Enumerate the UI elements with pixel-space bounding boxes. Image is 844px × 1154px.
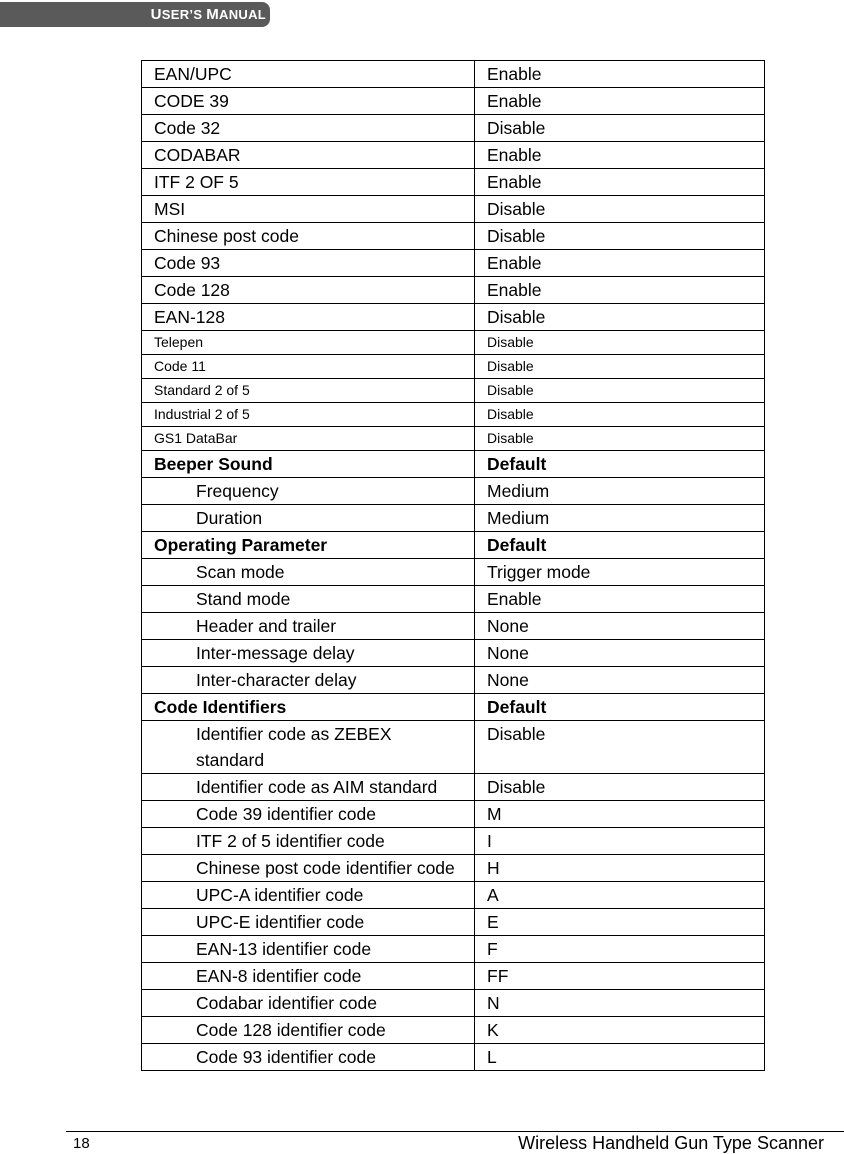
table-row [142,88,765,115]
setting-name: UPC-E identifier code [142,909,475,936]
table-row [142,721,765,774]
manual-header-tab [0,2,270,27]
setting-value: Enable [475,169,765,196]
setting-name: Stand mode [142,586,475,613]
table-row [142,640,765,667]
setting-name: EAN-8 identifier code [142,963,475,990]
setting-value: Enable [475,88,765,115]
setting-value: Default [475,451,765,478]
table-row [142,304,765,331]
table-row [142,505,765,532]
table-row [142,909,765,936]
table-row [142,828,765,855]
table-row [142,427,765,451]
setting-value: Enable [475,250,765,277]
setting-value: Disable [475,331,765,355]
table-row [142,142,765,169]
section-header-row [142,451,765,478]
setting-name: Code 11 [142,355,475,379]
setting-value: Disable [475,223,765,250]
table-row [142,559,765,586]
setting-name: Code 32 [142,115,475,142]
setting-name: UPC-A identifier code [142,882,475,909]
setting-name: Code 39 identifier code [142,801,475,828]
setting-name: CODE 39 [142,88,475,115]
setting-name: GS1 DataBar [142,427,475,451]
setting-name: ITF 2 OF 5 [142,169,475,196]
setting-name: CODABAR [142,142,475,169]
setting-name: Operating Parameter [142,532,475,559]
setting-value: E [475,909,765,936]
setting-name: Inter-message delay [142,640,475,667]
table-row [142,379,765,403]
setting-value: Disable [475,196,765,223]
setting-name: EAN/UPC [142,61,475,88]
table-row [142,277,765,304]
footer-title: Wireless Handheld Gun Type Scanner [518,1133,824,1153]
table-row [142,250,765,277]
table-row [142,115,765,142]
table-row [142,403,765,427]
setting-value: Disable [475,115,765,142]
table-row [142,936,765,963]
setting-value: None [475,640,765,667]
setting-name: Beeper Sound [142,451,475,478]
setting-name: Telepen [142,331,475,355]
setting-value: None [475,667,765,694]
setting-name: Chinese post code identifier code [142,855,475,882]
setting-value: A [475,882,765,909]
setting-value: Enable [475,142,765,169]
setting-value: Enable [475,61,765,88]
setting-value: Default [475,694,765,721]
page-number: 18 [73,1135,90,1152]
header-tab-label: USER’S MANUAL [150,6,266,23]
setting-value: Medium [475,478,765,505]
setting-value: Disable [475,304,765,331]
table-row [142,855,765,882]
table-row [142,331,765,355]
default-settings-table [141,60,765,1071]
setting-value: Disable [475,721,765,774]
setting-value: Disable [475,403,765,427]
table-row [142,774,765,801]
setting-value: None [475,613,765,640]
setting-value: Enable [475,586,765,613]
setting-name: Code 93 [142,250,475,277]
setting-name: Code 128 [142,277,475,304]
setting-value: Disable [475,379,765,403]
table-row [142,586,765,613]
setting-name: Identifier code as ZEBEX standard [142,721,475,774]
setting-name: Industrial 2 of 5 [142,403,475,427]
section-header-row [142,532,765,559]
table-row [142,1044,765,1071]
setting-value: Enable [475,277,765,304]
table-row [142,990,765,1017]
setting-value: FF [475,963,765,990]
setting-value: K [475,1017,765,1044]
setting-value: Trigger mode [475,559,765,586]
setting-name: EAN-128 [142,304,475,331]
setting-value: F [475,936,765,963]
setting-name: MSI [142,196,475,223]
setting-value: H [475,855,765,882]
setting-name: EAN-13 identifier code [142,936,475,963]
section-header-row [142,694,765,721]
table-row [142,61,765,88]
setting-name: Identifier code as AIM standard [142,774,475,801]
setting-value: M [475,801,765,828]
setting-value: I [475,828,765,855]
setting-value: L [475,1044,765,1071]
setting-value: Disable [475,774,765,801]
table-row [142,169,765,196]
table-row [142,882,765,909]
table-row [142,478,765,505]
table-row [142,801,765,828]
setting-name: Duration [142,505,475,532]
setting-name: Code Identifiers [142,694,475,721]
setting-name: Inter-character delay [142,667,475,694]
setting-value: Medium [475,505,765,532]
setting-value: Disable [475,427,765,451]
table-row [142,196,765,223]
setting-name: Header and trailer [142,613,475,640]
setting-value: N [475,990,765,1017]
setting-name: ITF 2 of 5 identifier code [142,828,475,855]
table-row [142,963,765,990]
table-row [142,667,765,694]
setting-name: Codabar identifier code [142,990,475,1017]
table-row [142,1017,765,1044]
setting-value: Default [475,532,765,559]
setting-name: Code 128 identifier code [142,1017,475,1044]
table-row [142,355,765,379]
setting-name: Code 93 identifier code [142,1044,475,1071]
setting-name: Chinese post code [142,223,475,250]
setting-name: Scan mode [142,559,475,586]
setting-name: Frequency [142,478,475,505]
table-row [142,613,765,640]
table-row [142,223,765,250]
setting-name: Standard 2 of 5 [142,379,475,403]
footer-divider [66,1131,844,1132]
setting-value: Disable [475,355,765,379]
